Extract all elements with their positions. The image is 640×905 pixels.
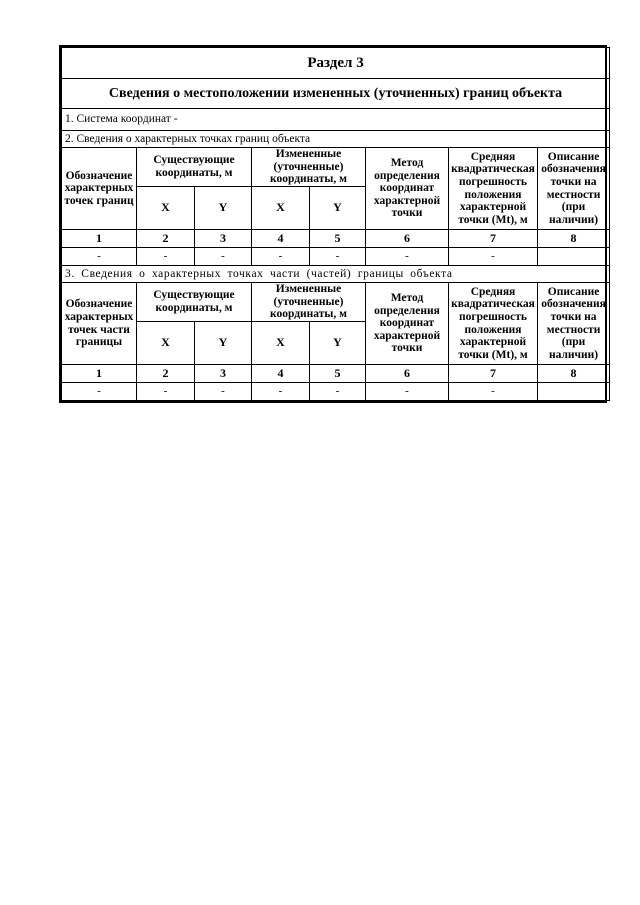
s2-cell: - <box>252 248 310 266</box>
s2-header-designation: Обозначение характерных точек границ <box>62 148 137 230</box>
s2-col-num: 4 <box>252 230 310 248</box>
s2-header-description: Описание обозначения точки на местности (при наличии) <box>538 148 610 230</box>
s3-header-existing: Существующие координаты, м <box>137 283 252 322</box>
s3-header-y-existing: Y <box>195 322 252 365</box>
s2-header-y-changed: Y <box>310 187 366 230</box>
section-subtitle: Сведения о местоположении измененных (уточненных) границ объекта <box>62 79 610 109</box>
s3-col-num: 4 <box>252 365 310 383</box>
s3-cell <box>538 383 610 401</box>
section-title: Раздел 3 <box>62 48 610 79</box>
s2-header-error: Средняя квадратическая погрешность положения характерной точки (Mt), м <box>449 148 538 230</box>
s3-cell: - <box>449 383 538 401</box>
s3-cell: - <box>310 383 366 401</box>
s2-header-x-changed: X <box>252 187 310 230</box>
s2-cell: - <box>310 248 366 266</box>
s2-cell: - <box>62 248 137 266</box>
s3-header-x-changed: X <box>252 322 310 365</box>
s3-cell: - <box>252 383 310 401</box>
s3-cell: - <box>62 383 137 401</box>
s2-header-method: Метод определения координат характерной точки <box>366 148 449 230</box>
s3-header-x-existing: X <box>137 322 195 365</box>
form-section-3 <box>59 45 607 403</box>
s2-cell: - <box>137 248 195 266</box>
s2-header-x-existing: X <box>137 187 195 230</box>
s3-header-description: Описание обозначения точки на местности (при наличии) <box>538 283 610 365</box>
s3-header-changed: Измененные (уточненные) координаты, м <box>252 283 366 322</box>
section2-label: 2. Сведения о характерных точках границ объекта <box>62 131 610 148</box>
s3-header-designation: Обозначение характерных точек части границы <box>62 283 137 365</box>
s3-header-error: Средняя квадратическая погрешность положения характерной точки (Mt), м <box>449 283 538 365</box>
s3-col-num: 2 <box>137 365 195 383</box>
s3-table-row <box>62 383 610 401</box>
s3-cell: - <box>195 383 252 401</box>
s2-col-num: 7 <box>449 230 538 248</box>
coordinate-system: 1. Система координат - <box>62 109 610 131</box>
s2-header-changed: Измененные (уточненные) координаты, м <box>252 148 366 187</box>
section3-label: 3. Сведения о характерных точках части (частей) границы объекта <box>62 266 610 283</box>
s2-column-numbers <box>62 230 610 248</box>
s3-header-y-changed: Y <box>310 322 366 365</box>
s3-col-num: 1 <box>62 365 137 383</box>
s2-col-num: 8 <box>538 230 610 248</box>
s3-col-num: 3 <box>195 365 252 383</box>
s2-cell <box>538 248 610 266</box>
s2-table-row <box>62 248 610 266</box>
s2-col-num: 2 <box>137 230 195 248</box>
s2-header-existing: Существующие координаты, м <box>137 148 252 187</box>
s3-col-num: 5 <box>310 365 366 383</box>
s2-cell: - <box>449 248 538 266</box>
s3-col-num: 7 <box>449 365 538 383</box>
s2-col-num: 1 <box>62 230 137 248</box>
s3-cell: - <box>137 383 195 401</box>
s2-cell: - <box>366 248 449 266</box>
s2-cell: - <box>195 248 252 266</box>
s3-column-numbers <box>62 365 610 383</box>
s3-col-num: 6 <box>366 365 449 383</box>
s3-col-num: 8 <box>538 365 610 383</box>
s3-header-method: Метод определения координат характерной точки <box>366 283 449 365</box>
s2-col-num: 6 <box>366 230 449 248</box>
boundary-table <box>61 47 610 401</box>
s2-col-num: 3 <box>195 230 252 248</box>
s2-header-y-existing: Y <box>195 187 252 230</box>
s2-col-num: 5 <box>310 230 366 248</box>
s3-cell: - <box>366 383 449 401</box>
